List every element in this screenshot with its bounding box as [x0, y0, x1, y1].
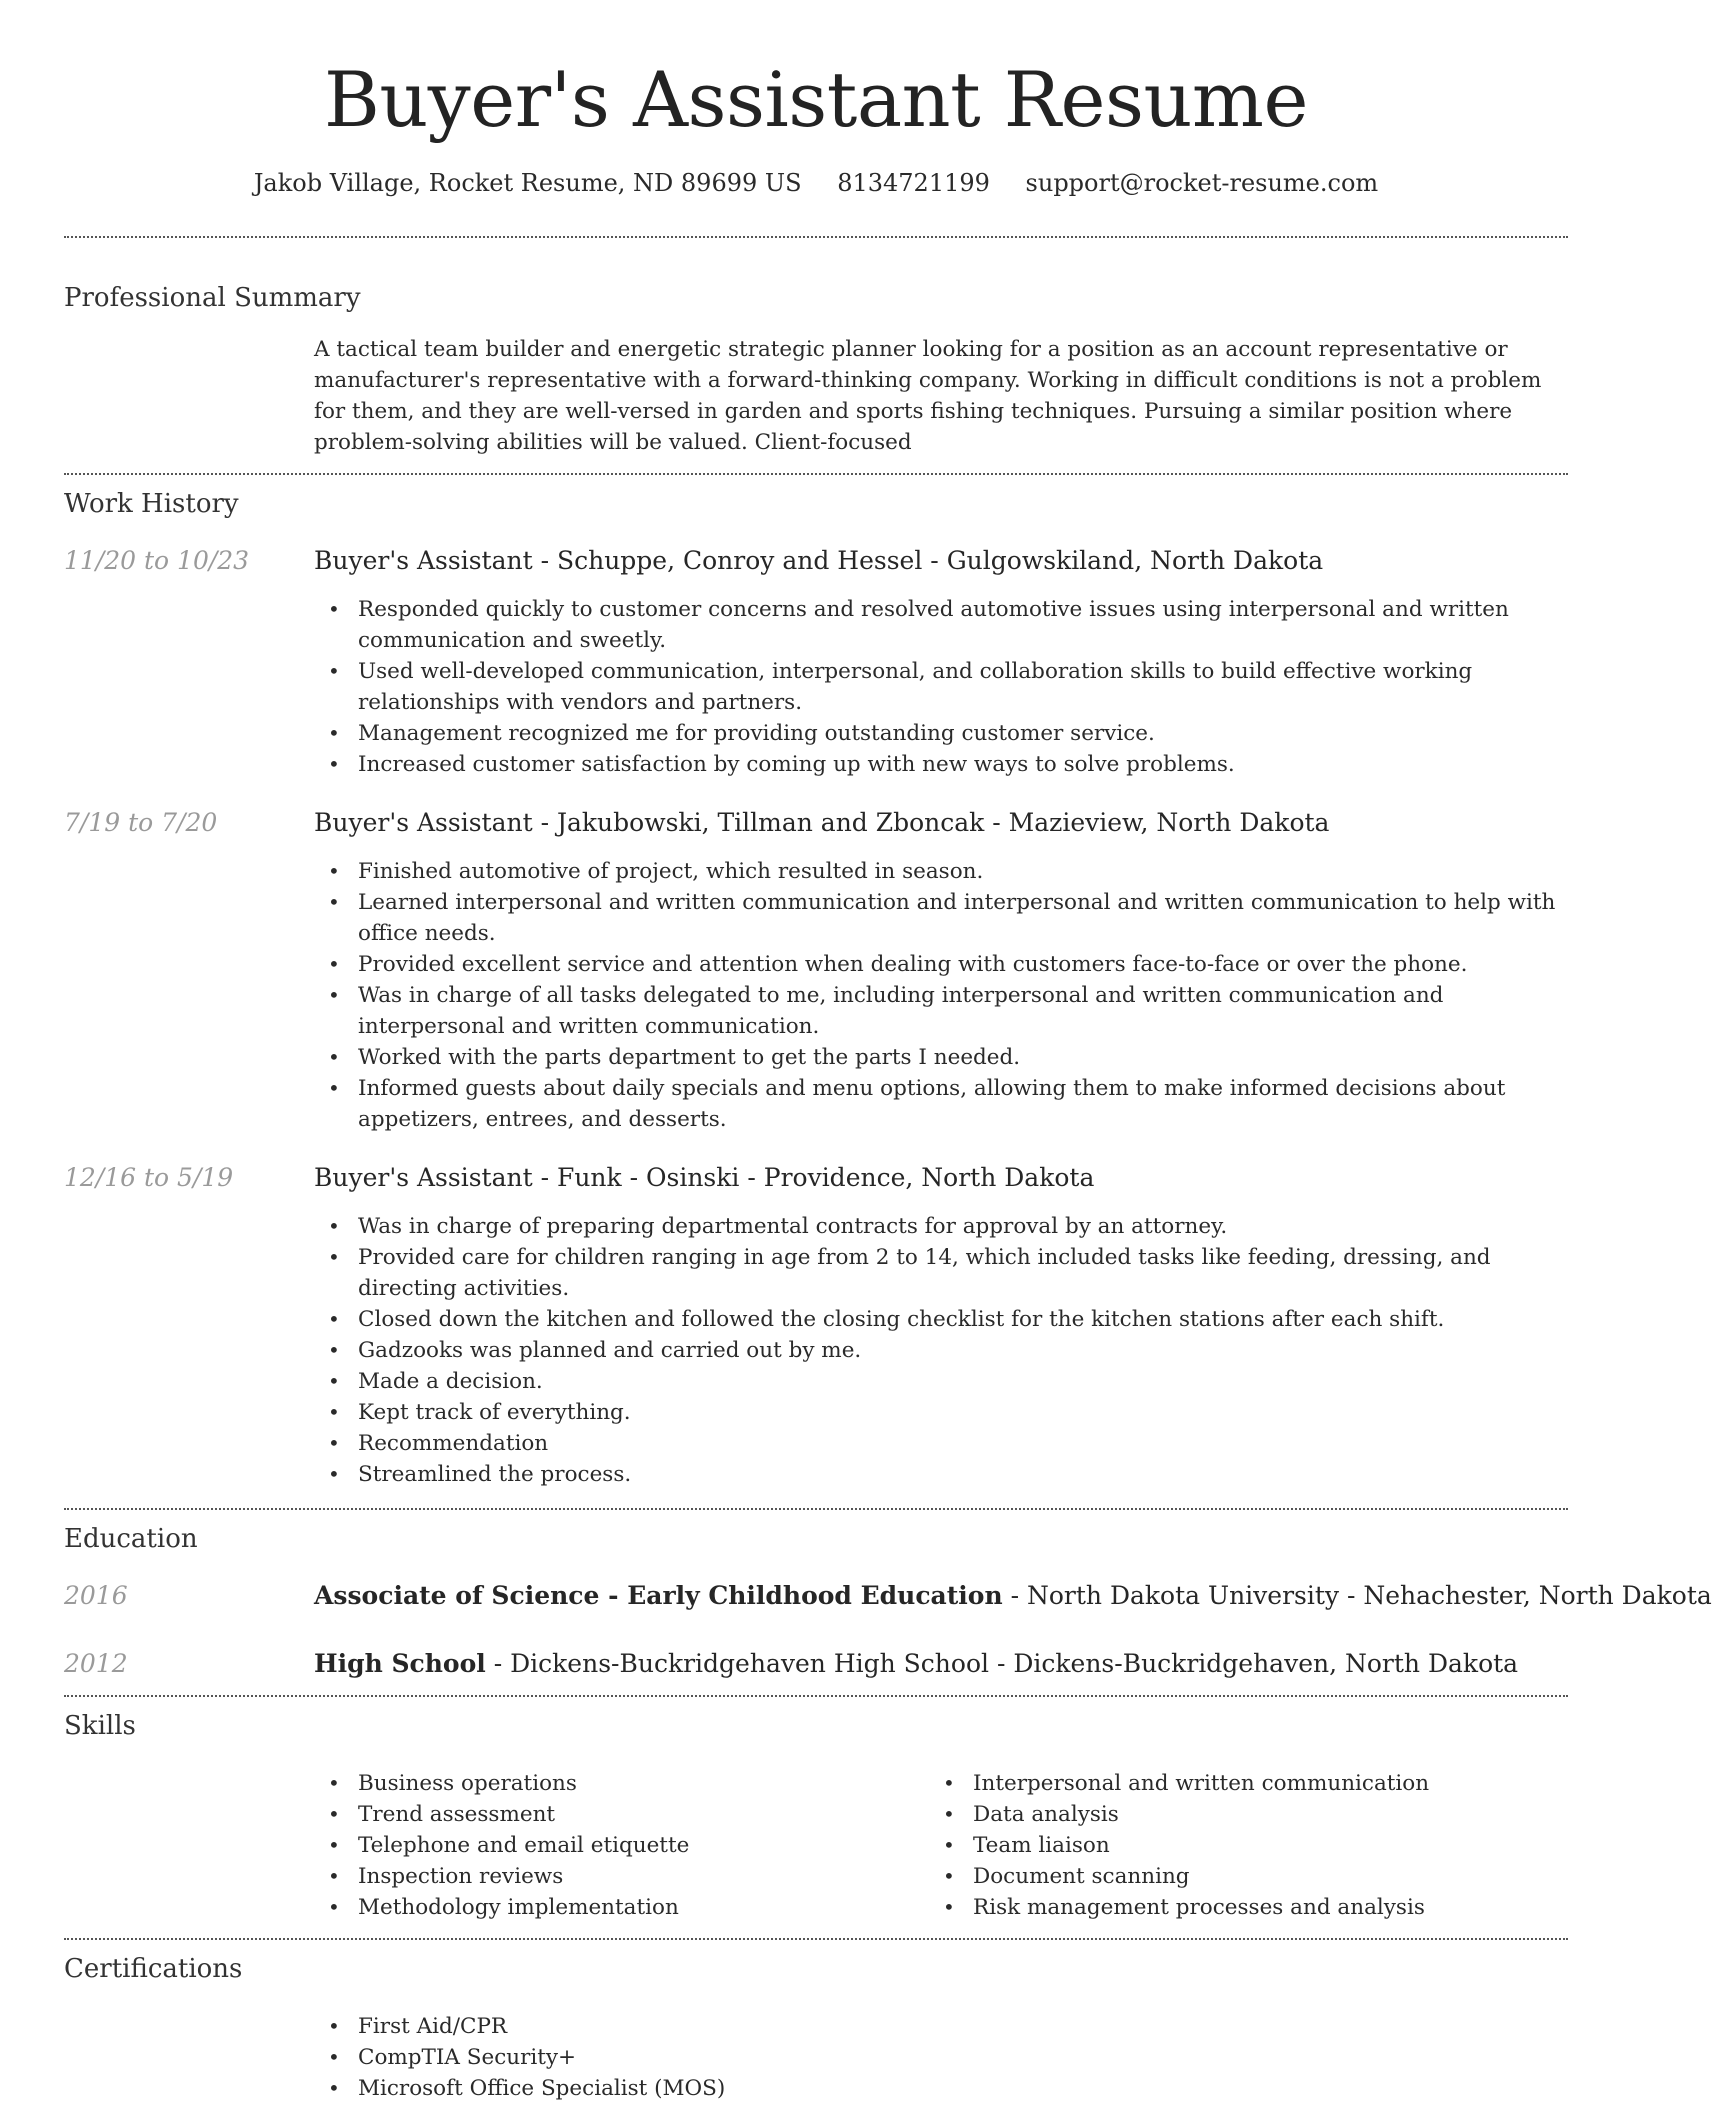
contact-phone: 8134721199 [837, 169, 990, 197]
job-dates: 11/20 to 10/23 [64, 546, 250, 575]
certifications-section [64, 1940, 1568, 2104]
list-item: • Gadzooks was planned and carried out by me. [314, 1335, 1568, 1366]
job-title: Buyer's Assistant - Jakubowski, Tillman and Zboncak - Mazieview, North Dakota [314, 808, 1330, 837]
list-item: • Closed down the kitchen and followed the closing checklist for the kitchen stations after each shift. [314, 1304, 1568, 1335]
job-entry [64, 806, 1568, 1135]
list-item: • Made a decision. [314, 1366, 1568, 1397]
skills-list-left [314, 1768, 929, 1923]
summary-text: A tactical team builder and energetic strategic planner looking for a position as an account representative or manufacturer's representative with a forward-thinking company. Working in difficult conditions is not a problem for them, and they are well-versed in garden and sports fishing techniques. Pursuing a similar position where problem-solving abilities will be valued. Client-focused [314, 337, 1542, 455]
resume-title: Buyer's Assistant Resume [324, 55, 1308, 144]
summary-section [64, 238, 1568, 458]
list-item: • Provided excellent service and attention when dealing with customers face-to-face or over the phone. [314, 949, 1568, 980]
list-item: • Risk management processes and analysis [929, 1892, 1544, 1923]
list-item: • Responded quickly to customer concerns and resolved automotive issues using interpersonal and written communication and sweetly. [314, 594, 1568, 656]
list-item: • Methodology implementation [314, 1892, 929, 1923]
job-dates: 12/16 to 5/19 [64, 1163, 234, 1192]
list-item: • Inspection reviews [314, 1861, 929, 1892]
section-heading-work-history: Work History [64, 489, 239, 519]
job-bullets [314, 856, 1568, 1135]
list-item: • Business operations [314, 1768, 929, 1799]
list-item: • Informed guests about daily specials and menu options, allowing them to make informed decisions about appetizers, entrees, and desserts. [314, 1073, 1568, 1135]
list-item: • Provided care for children ranging in age from 2 to 14, which included tasks like feeding, dressing, and directing activities. [314, 1242, 1568, 1304]
list-item: • Recommendation [314, 1428, 1568, 1459]
job-dates: 7/19 to 7/20 [64, 808, 218, 837]
education-year: 2016 [64, 1581, 128, 1610]
list-item: • CompTIA Security+ [314, 2042, 1568, 2073]
skills-section [64, 1697, 1568, 1923]
list-item: • Data analysis [929, 1799, 1544, 1830]
education-degree: High School [314, 1649, 486, 1678]
list-item: • Management recognized me for providing outstanding customer service. [314, 718, 1568, 749]
education-section [64, 1510, 1712, 1681]
education-title [314, 1579, 1712, 1613]
list-item: • Document scanning [929, 1861, 1544, 1892]
list-item: • Interpersonal and written communication [929, 1768, 1544, 1799]
job-entry [64, 544, 1568, 780]
contact-address: Jakob Village, Rocket Resume, ND 89699 US [253, 169, 802, 197]
resume-page [64, 0, 1712, 2112]
list-item: • Learned interpersonal and written communication and interpersonal and written communication to help with office needs. [314, 887, 1568, 949]
work-history-section [64, 475, 1568, 1490]
job-entry [64, 1161, 1568, 1490]
list-item: • Team liaison [929, 1830, 1544, 1861]
certifications-list [314, 2011, 1568, 2104]
contact-line [64, 166, 1568, 200]
section-heading-education: Education [64, 1524, 198, 1554]
list-item: • Was in charge of all tasks delegated to me, including interpersonal and written communication and interpersonal and written communication. [314, 980, 1568, 1042]
skills-list-right [929, 1768, 1544, 1923]
list-item: • First Aid/CPR [314, 2011, 1568, 2042]
education-school: - North Dakota University - Nehachester, North Dakota [1002, 1581, 1712, 1610]
education-entry [64, 1647, 1568, 1681]
list-item: • Finished automotive of project, which resulted in season. [314, 856, 1568, 887]
list-item: • Worked with the parts department to get the parts I needed. [314, 1042, 1568, 1073]
job-title: Buyer's Assistant - Funk - Osinski - Providence, North Dakota [314, 1163, 1095, 1192]
list-item: • Kept track of everything. [314, 1397, 1568, 1428]
education-school: - Dickens-Buckridgehaven High School - Dickens-Buckridgehaven, North Dakota [485, 1649, 1519, 1678]
list-item: • Was in charge of preparing departmental contracts for approval by an attorney. [314, 1211, 1568, 1242]
list-item: • Trend assessment [314, 1799, 929, 1830]
section-heading-summary: Professional Summary [64, 283, 361, 313]
list-item: • Streamlined the process. [314, 1459, 1568, 1490]
list-item: • Telephone and email etiquette [314, 1830, 929, 1861]
job-title: Buyer's Assistant - Schuppe, Conroy and Hessel - Gulgowskiland, North Dakota [314, 546, 1324, 575]
education-entry [64, 1579, 1712, 1613]
education-degree: Associate of Science - Early Childhood Education [314, 1581, 1003, 1610]
section-heading-certifications: Certifications [64, 1954, 243, 1984]
education-title [314, 1647, 1568, 1681]
job-bullets [314, 594, 1568, 780]
list-item: • Microsoft Office Specialist (MOS) [314, 2073, 1568, 2104]
contact-email: support@rocket-resume.com [1025, 169, 1379, 197]
list-item: • Used well-developed communication, interpersonal, and collaboration skills to build effective working relationships with vendors and partners. [314, 656, 1568, 718]
list-item: • Increased customer satisfaction by coming up with new ways to solve problems. [314, 749, 1568, 780]
education-year: 2012 [64, 1649, 128, 1678]
job-bullets [314, 1211, 1568, 1490]
section-heading-skills: Skills [64, 1711, 136, 1741]
